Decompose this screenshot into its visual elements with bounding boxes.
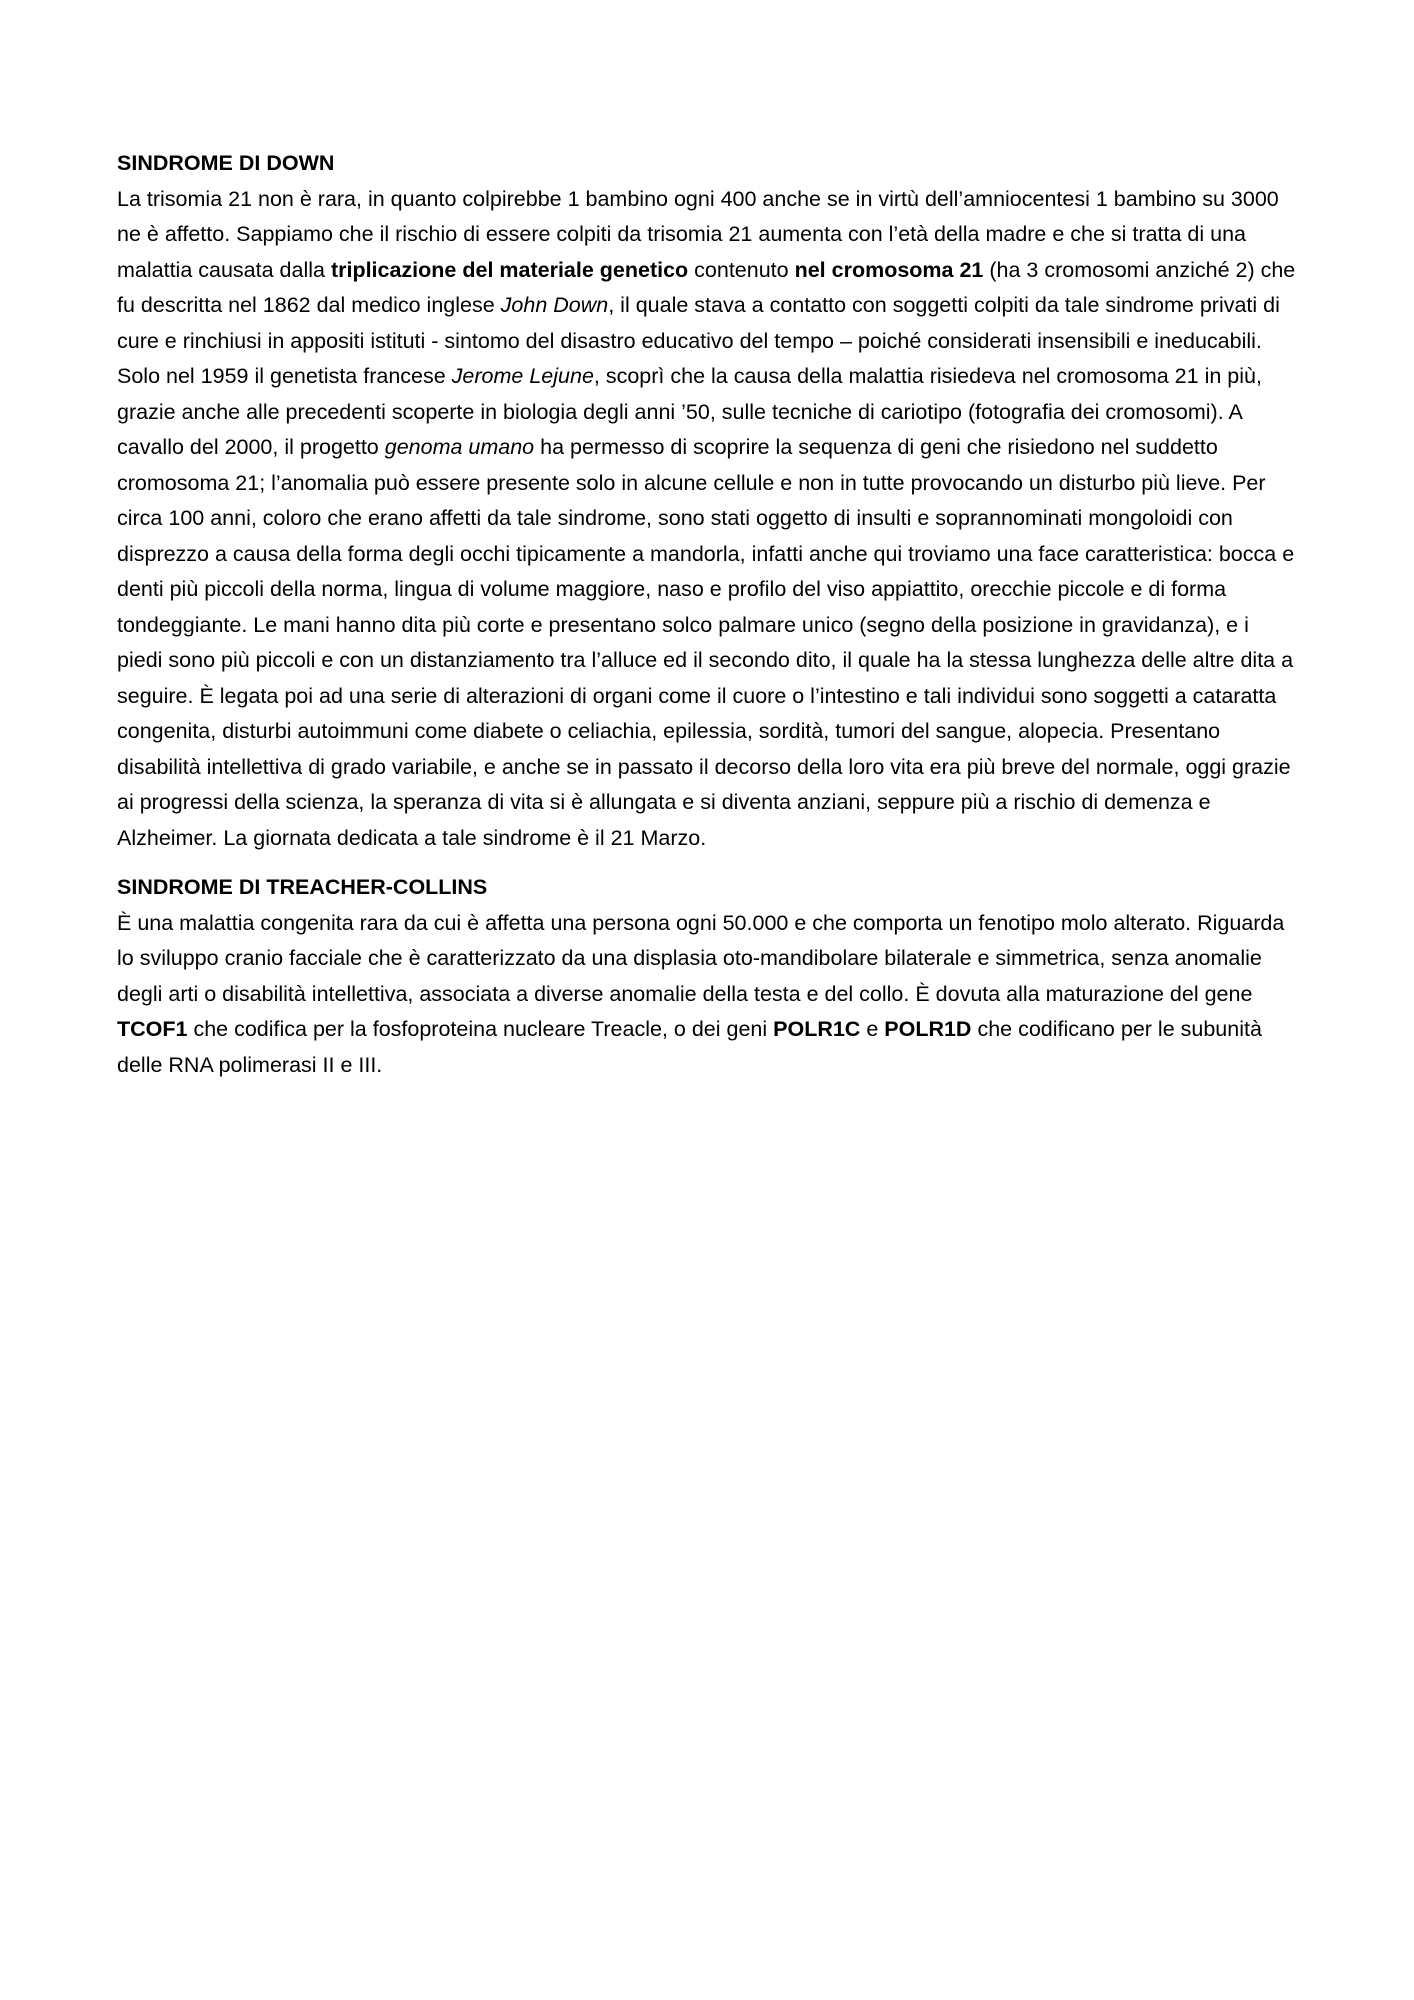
paragraph-text: e bbox=[860, 1017, 885, 1041]
section-title: SINDROME DI DOWN bbox=[117, 151, 335, 175]
paragraph-text: La trisomia 21 non è rara, in quanto colpirebbe 1 bambino ogni 400 anche se in virtù dell’amniocentesi 1 bambino su 3000 ne è affetto. Sappiamo che il rischio di essere colpiti da trisomia 21 aumenta con l’età della madre e che si tratta di una malattia causata dalla bbox=[117, 186, 1279, 282]
section-title: SINDROME DI TREACHER-COLLINS bbox=[117, 875, 488, 899]
paragraph-text: È una malattia congenita rara da cui è affetta una persona ogni 50.000 e che comporta un fenotipo molo alterato. Riguarda lo sviluppo cranio facciale che è caratterizzato da una displasia oto-mandibolare bilaterale e simmetrica, senza anomalie degli arti o disabilità intellettiva, associata a diverse anomalie della testa e del collo. È dovuta alla maturazione del gene bbox=[117, 910, 1285, 1006]
section-treacher-collins-syndrome bbox=[117, 870, 1299, 1083]
section-paragraph bbox=[117, 906, 1299, 1084]
bold-text: TCOF1 bbox=[117, 1017, 188, 1041]
paragraph-text: , scoprì che la causa della malattia risiedeva nel cromosoma 21 in più, grazie anche alle precedenti scoperte in biologia degli anni ’50, sulle tecniche di cariotipo (fotografia dei cromosomi). A cavallo del 2000, il progetto bbox=[117, 364, 1262, 459]
paragraph-text: che codificano per le subunità delle RNA polimerasi II e III. bbox=[117, 1017, 1262, 1077]
bold-text: nel cromosoma 21 bbox=[794, 257, 984, 282]
italic-text: John Down bbox=[500, 293, 609, 317]
section-down-syndrome bbox=[117, 146, 1299, 856]
paragraph-text: contenuto bbox=[688, 257, 795, 282]
section-paragraph bbox=[117, 182, 1299, 857]
paragraph-text: ha permesso di scoprire la sequenza di geni che risiedono nel suddetto cromosoma 21; l’anomalia può essere presente solo in alcune cellule e non in tutte provocando un disturbo più lieve. Per circa 100 anni, coloro che erano affetti da tale sindrome, sono stati oggetto di insulti e soprannominati mongoloidi con disprezzo a causa della forma degli occhi tipicamente a mandorla, infatti anche qui troviamo una face caratteristica: bocca e denti più piccoli della norma, lingua di volume maggiore, naso e profilo del viso appiattito, orecchie piccole e di forma tondeggiante. Le mani hanno dita più corte e presentano solco palmare unico (segno della posizione in gravidanza), e i piedi sono più piccoli e con un distanziamento tra l’alluce ed il secondo dito, il quale ha la stessa lunghezza delle altre dita a seguire. È legata poi ad una serie di alterazioni di organi come il cuore o l’intestino e tali individui sono soggetti a cataratta congenita, disturbi autoimmuni come diabete o celiachia, epilessia, sordità, tumori del sangue, alopecia. Presentano disabilità intellettiva di grado variabile, e anche se in passato il decorso della loro vita era più breve del normale, oggi grazie ai progressi della scienza, la speranza di vita si è allungata e si diventa anziani, seppure più a rischio di demenza e Alzheimer. La giornata dedicata a tale sindrome è il 21 Marzo. bbox=[117, 435, 1295, 850]
bold-text: POLR1D bbox=[884, 1017, 972, 1041]
paragraph-text: , il quale stava a contatto con soggetti colpiti da tale sindrome privati di cure e rinchiusi in appositi istituti - sintomo del disastro educativo del tempo – poiché considerati insensibili e ineducabili. Solo nel 1959 il genetista francese bbox=[117, 293, 1280, 388]
bold-text: triplicazione del materiale genetico bbox=[330, 257, 689, 282]
document-page bbox=[117, 146, 1299, 1097]
paragraph-text: che codifica per la fosfoproteina nucleare Treacle, o dei geni bbox=[187, 1017, 774, 1041]
italic-text: genoma umano bbox=[384, 435, 535, 459]
italic-text: Jerome Lejune bbox=[451, 364, 594, 388]
bold-text: POLR1C bbox=[773, 1017, 861, 1041]
paragraph-text: (ha 3 cromosomi anziché 2) che fu descritta nel 1862 dal medico inglese bbox=[117, 257, 1296, 317]
